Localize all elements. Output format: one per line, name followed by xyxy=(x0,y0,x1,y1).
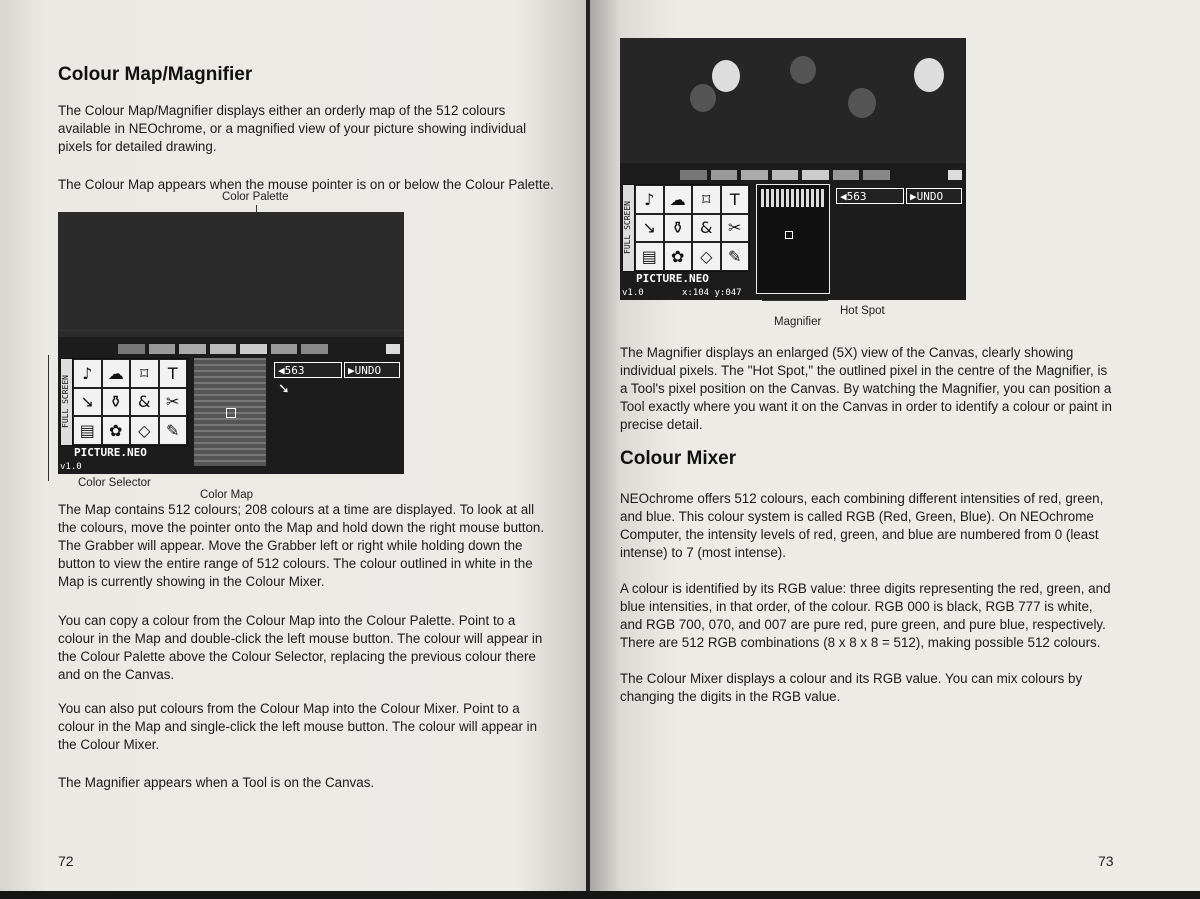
magnifier-appears-paragraph: The Magnifier appears when a Tool is on the Canvas. xyxy=(58,775,375,790)
filename-label: PICTURE.NEO xyxy=(74,446,147,459)
balloon-icon xyxy=(712,60,740,92)
jack-icon[interactable]: ✿ xyxy=(664,242,693,271)
palette-swatch[interactable] xyxy=(179,344,206,354)
palette-bracket xyxy=(60,330,404,331)
balloon-icon xyxy=(914,58,944,92)
map-appears-paragraph: The Colour Map appears when the mouse pointer is on or below the Colour Palette. xyxy=(58,177,554,192)
full-screen-button[interactable]: FULL SCREEN xyxy=(60,358,74,446)
color-palette xyxy=(680,170,890,180)
magnifier-bracket xyxy=(762,300,828,301)
tool-box xyxy=(72,358,188,446)
palette-swatch[interactable] xyxy=(863,170,890,180)
box-icon[interactable]: ⌑ xyxy=(692,185,721,214)
version-label: v1.0 xyxy=(622,288,644,298)
right-arrow-icon[interactable]: ▶ xyxy=(910,189,917,203)
mixer-intro-paragraph: NEOchrome offers 512 colours, each combining different intensities of red, green, and blue. This colour system is called RGB (Red, Green, Blue). On NEOchrome Computer, the intensity levels of red, green, and blue are numbered from 0 (least intense) to 7 (most intense). xyxy=(620,491,1104,560)
colour-mixer-heading: Colour Mixer xyxy=(620,448,737,469)
brush-icon[interactable]: ♪ xyxy=(635,185,664,214)
text-icon[interactable]: T xyxy=(721,185,750,214)
balloon-icon xyxy=(690,84,716,112)
left-page xyxy=(0,0,588,899)
color-palette-caption: Color Palette xyxy=(222,191,289,203)
grid-icon[interactable]: ✎ xyxy=(721,242,750,271)
neochrome-screenshot xyxy=(58,212,404,474)
eraser-icon[interactable]: ◇ xyxy=(692,242,721,271)
magnifier-caption: Magnifier xyxy=(774,316,822,328)
map-contains-paragraph: The Map contains 512 colours; 208 colours at a time are displayed. To look at all the colours, move the pointer onto the Map and hold down the right mouse button. The Grabber will appear. Move the Grabber left or right while holding down the button to view the entire range of 512 colours. The colour outlined in white in the Map is currently showing in the Colour Mixer. xyxy=(58,502,545,589)
brush-icon[interactable]: ♪ xyxy=(73,359,102,388)
line-icon[interactable]: ↘ xyxy=(635,214,664,243)
canvas-area xyxy=(620,38,966,163)
coordinates-readout: x:104 y:047 xyxy=(682,288,742,298)
scissors-icon[interactable]: ✂ xyxy=(159,388,188,417)
put-colours-paragraph: You can also put colours from the Colour Map into the Colour Mixer. Point to a colour in the Map and single-click the left mouse button. The colour will appear in the Colour Mixer. xyxy=(58,701,538,752)
right-page xyxy=(590,0,1200,899)
color-mixer-field[interactable]: ◀ 563 xyxy=(274,362,342,378)
grid-icon[interactable]: ✎ xyxy=(159,416,188,445)
filename-label: PICTURE.NEO xyxy=(636,272,709,285)
palette-swatch[interactable] xyxy=(802,170,829,180)
magnifier-view xyxy=(756,184,830,294)
box-icon[interactable]: ⌑ xyxy=(130,359,159,388)
tool-box xyxy=(634,184,750,272)
undo-button[interactable]: ▶ UNDO xyxy=(344,362,400,378)
selected-color-outline xyxy=(226,408,236,418)
palette-swatch[interactable] xyxy=(772,170,799,180)
scissors-icon[interactable]: ✂ xyxy=(721,214,750,243)
selector-bracket xyxy=(48,355,49,481)
balloon-icon xyxy=(848,88,876,118)
color-palette xyxy=(118,344,328,354)
shape-icon[interactable]: & xyxy=(692,214,721,243)
disk-icon[interactable]: ▤ xyxy=(73,416,102,445)
disk-icon[interactable]: ▤ xyxy=(635,242,664,271)
magnified-pixels xyxy=(761,189,825,207)
palette-swatch[interactable] xyxy=(149,344,176,354)
page-number-right: 73 xyxy=(1098,853,1114,869)
copy-colour-paragraph: You can copy a colour from the Colour Map into the Colour Palette. Point to a colour in the Map and double-click the left mouse button. The colour will appear in the Colour Palette above the Colour Selector, replacing the previous colour there and on the Canvas. xyxy=(58,613,543,682)
palette-swatch[interactable] xyxy=(240,344,267,354)
mixer-display-paragraph: The Colour Mixer displays a colour and its RGB value. You can mix colours by changing the digits in the RGB value. xyxy=(620,671,1083,704)
hot-spot-outline xyxy=(785,231,793,239)
neochrome-screenshot-magnifier xyxy=(620,38,966,300)
undo-button[interactable]: ▶ UNDO xyxy=(906,188,962,204)
rgb-value-paragraph: A colour is identified by its RGB value: three digits representing the red, green, and blue intensities, in that order, of the colour. RGB 000 is black, RGB 777 is white, and RGB 700, 070, and 007 are pure red, pure green, and pure blue, respectively. There are 512 RGB combinations (8 x 8 x 8 = 512), making possible 512 colours. xyxy=(620,581,1111,650)
balloon-icon xyxy=(790,56,816,84)
page-number-left: 72 xyxy=(58,853,74,869)
fill-icon[interactable]: ⚱ xyxy=(102,388,131,417)
palette-swatch[interactable] xyxy=(301,344,328,354)
full-screen-button[interactable]: FULL SCREEN xyxy=(622,184,636,272)
right-arrow-icon[interactable]: ▶ xyxy=(348,363,355,377)
mouse-pointer-icon: ➘ xyxy=(278,380,290,396)
palette-swatch[interactable] xyxy=(948,170,962,180)
palette-swatch[interactable] xyxy=(711,170,738,180)
text-icon[interactable]: T xyxy=(159,359,188,388)
colour-map-heading: Colour Map/Magnifier xyxy=(58,64,253,85)
palette-swatch[interactable] xyxy=(833,170,860,180)
airbrush-icon[interactable]: ☁ xyxy=(664,185,693,214)
canvas-area xyxy=(58,212,404,337)
intro-paragraph: The Colour Map/Magnifier displays either an orderly map of the 512 colours available in NEOchrome, or a magnified view of your picture showing individual pixels for detailed drawing. xyxy=(58,103,527,154)
eraser-icon[interactable]: ◇ xyxy=(130,416,159,445)
palette-swatch[interactable] xyxy=(210,344,237,354)
palette-swatch[interactable] xyxy=(386,344,400,354)
color-selector-caption: Color Selector xyxy=(78,477,151,489)
airbrush-icon[interactable]: ☁ xyxy=(102,359,131,388)
hot-spot-caption: Hot Spot xyxy=(840,305,885,317)
version-label: v1.0 xyxy=(60,462,82,472)
shape-icon[interactable]: & xyxy=(130,388,159,417)
line-icon[interactable]: ↘ xyxy=(73,388,102,417)
jack-icon[interactable]: ✿ xyxy=(102,416,131,445)
palette-swatch[interactable] xyxy=(118,344,145,354)
left-arrow-icon[interactable]: ◀ xyxy=(278,363,285,377)
fill-icon[interactable]: ⚱ xyxy=(664,214,693,243)
palette-swatch[interactable] xyxy=(271,344,298,354)
palette-swatch[interactable] xyxy=(741,170,768,180)
palette-swatch[interactable] xyxy=(680,170,707,180)
book-edge xyxy=(0,891,1200,899)
color-map-caption: Color Map xyxy=(200,489,254,501)
color-mixer-field[interactable]: ◀ 563 xyxy=(836,188,904,204)
left-arrow-icon[interactable]: ◀ xyxy=(840,189,847,203)
magnifier-description: The Magnifier displays an enlarged (5X) view of the Canvas, clearly showing individual pixels. The "Hot Spot," the outlined pixel in the centre of the Magnifier, is a Tool's pixel position on the Canvas. By watching the Magnifier, you can position a Tool exactly where you want it on the Canvas in order to identify a colour or paint in precise detail. xyxy=(620,345,1113,432)
